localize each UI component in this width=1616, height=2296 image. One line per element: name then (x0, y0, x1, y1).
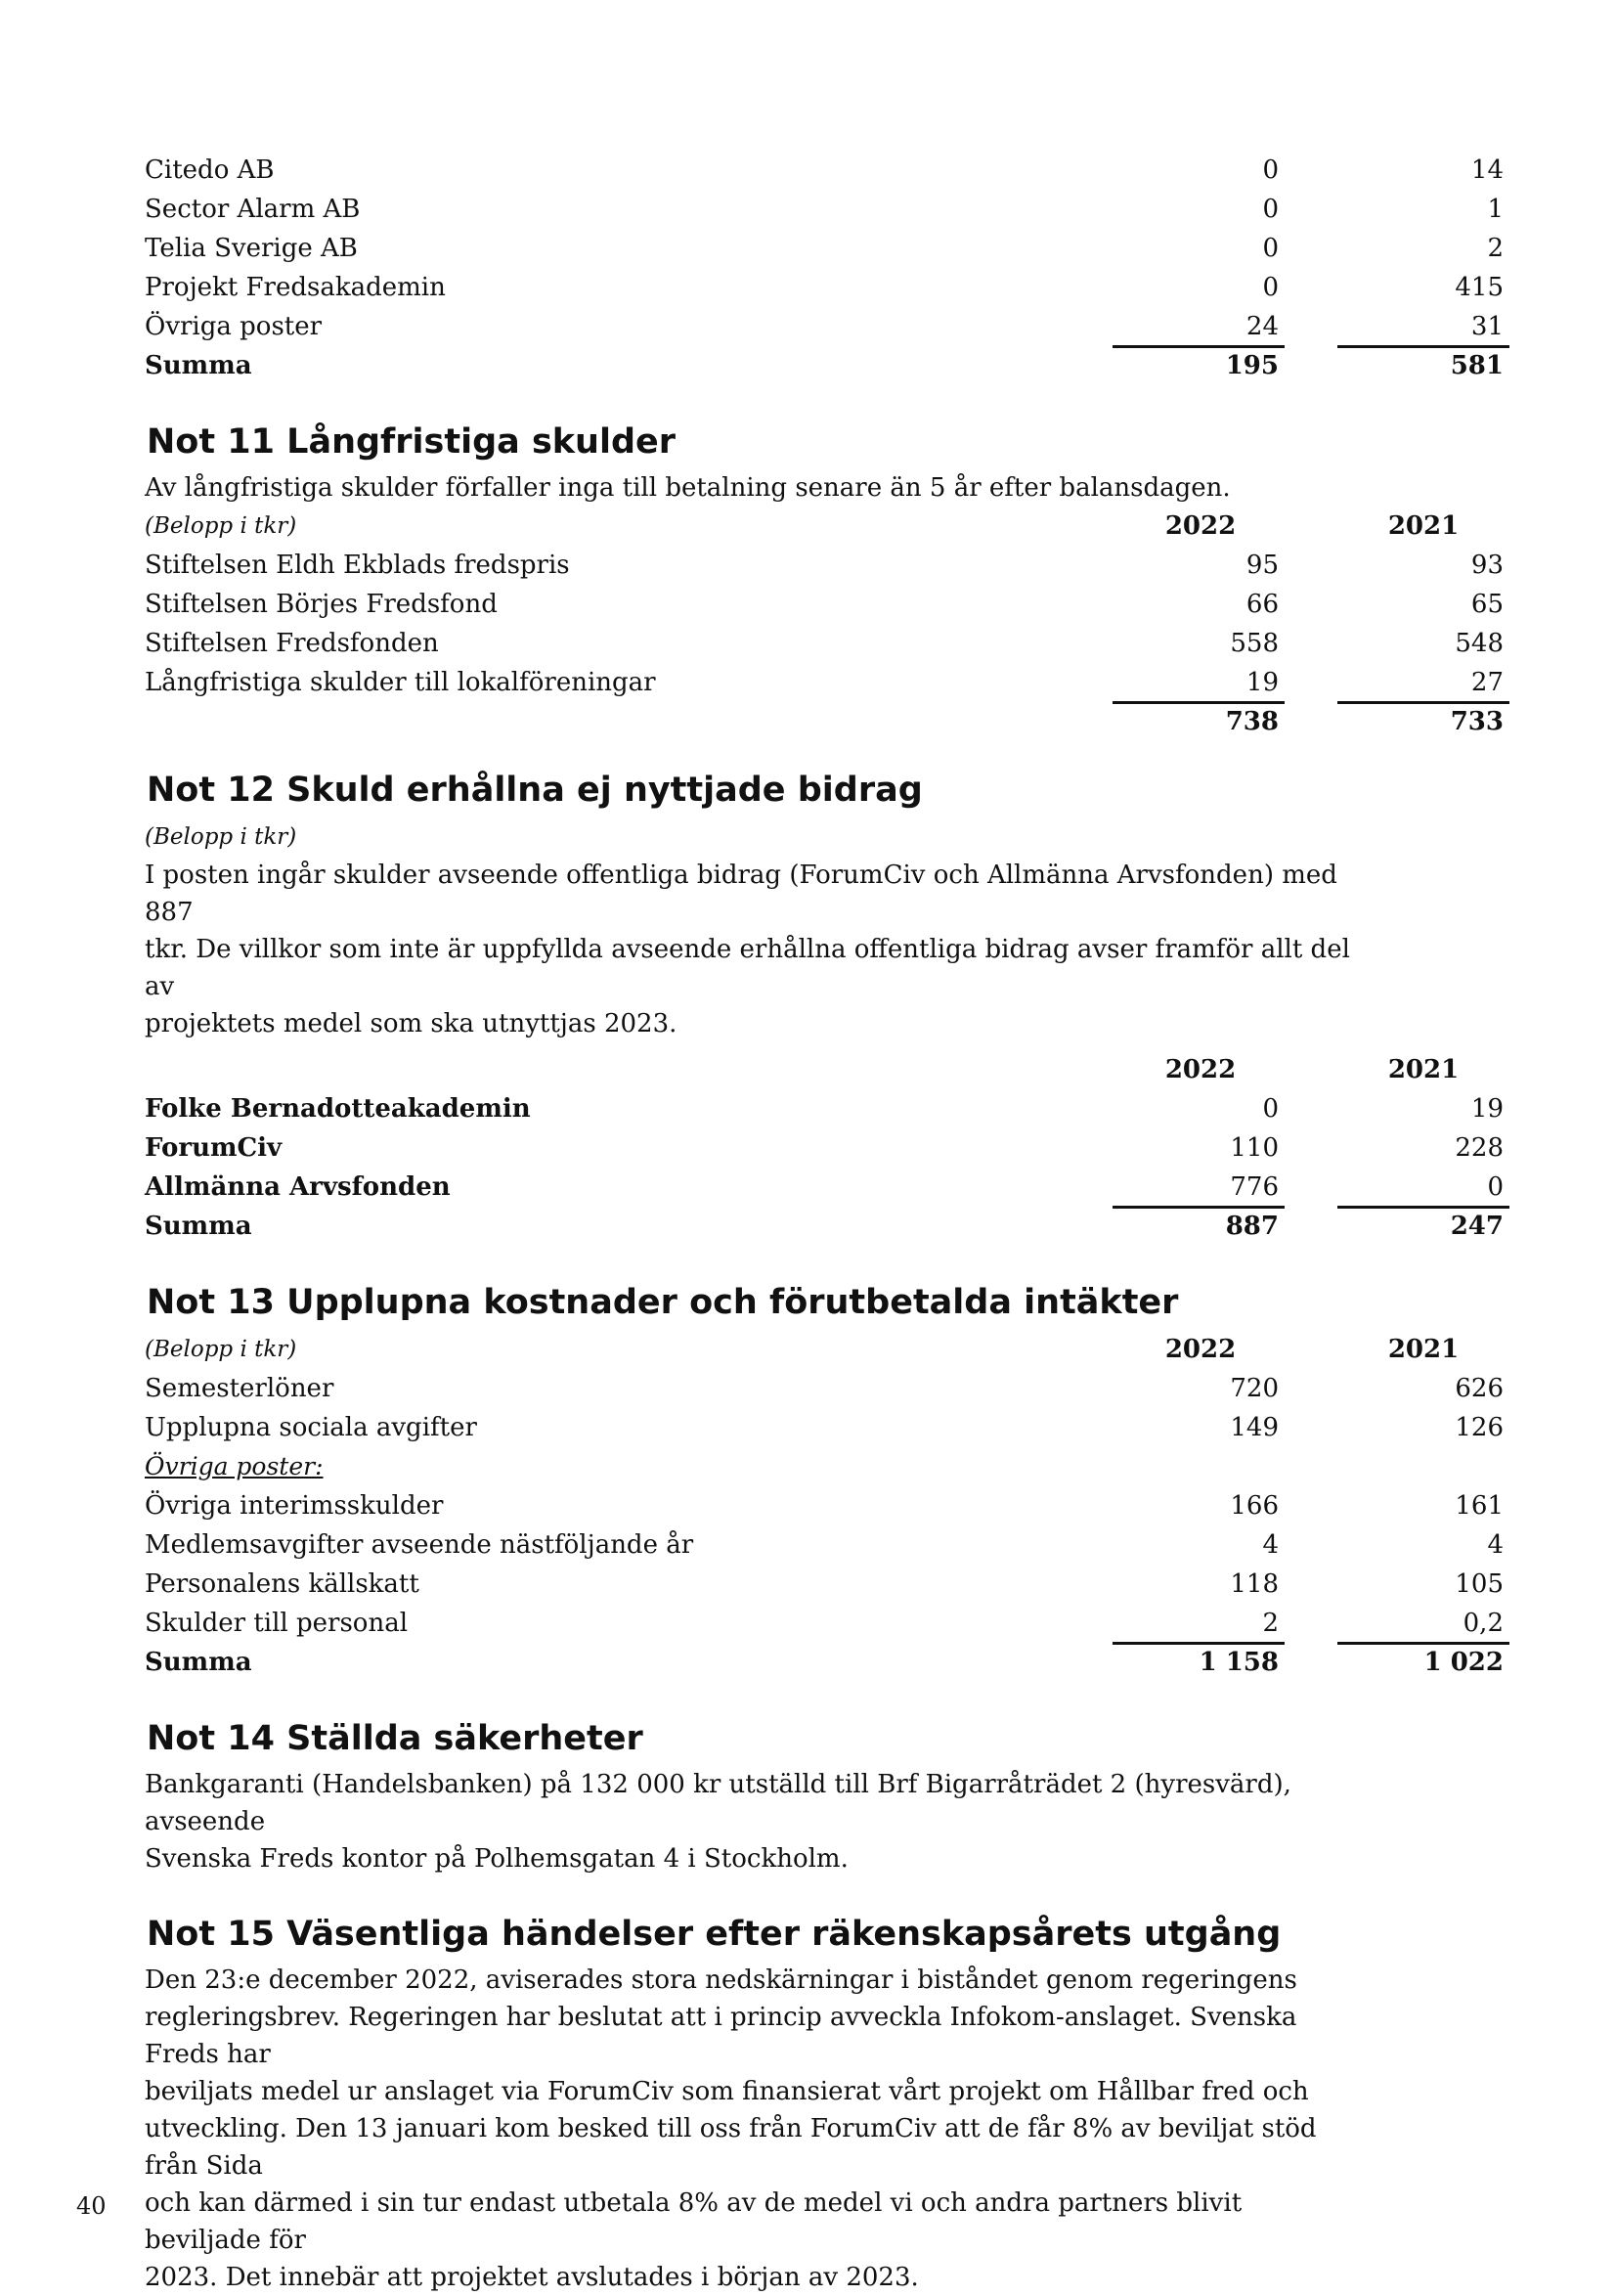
note11-text: Av långfristiga skulder förfaller inga till betalning senare än 5 år efter balansdagen. (145, 473, 1231, 503)
value-2021: 14 (1470, 155, 1504, 185)
total-row (145, 1643, 1504, 1682)
value-2022: 4 (1262, 1530, 1279, 1560)
text-line: tkr. De villkor som inte är uppfyllda avseende erhållna offentliga bidrag avser framför allt del av (145, 935, 1350, 1001)
table-row (145, 1604, 1504, 1643)
note11-heading: Not 11 Långfristiga skulder (147, 422, 677, 462)
note15-heading: Not 15 Väsentliga händelser efter räkenskapsårets utgång (147, 1915, 1282, 1954)
note11-section (145, 415, 1504, 741)
column-header-2022: 2022 (1164, 1055, 1237, 1084)
table-row (145, 190, 1504, 229)
total-row (145, 702, 1504, 741)
table-header-row (145, 1330, 1460, 1369)
value-2022: 166 (1230, 1491, 1279, 1521)
total-2022: 195 (1225, 351, 1279, 380)
text-line: regleringsbrev. Regeringen har beslutat att i princip avveckla Infokom-anslaget. Svenska Freds har (145, 2003, 1297, 2069)
table-row (145, 307, 1504, 346)
table-row (145, 1486, 1504, 1525)
row-label: Projekt Fredsakademin (145, 273, 446, 302)
table-row (145, 1565, 1504, 1604)
note14-text (145, 1766, 1357, 1877)
value-2022: 95 (1245, 551, 1279, 580)
text-line: projektets medel som ska utnyttjas 2023. (145, 1009, 677, 1038)
value-2022: 110 (1230, 1133, 1279, 1163)
total-label: Summa (145, 351, 252, 380)
total-2021: 581 (1450, 351, 1504, 380)
row-label: Skulder till personal (145, 1609, 409, 1638)
value-2021: 126 (1455, 1413, 1504, 1442)
note12-text (145, 857, 1357, 1042)
row-label: Medlemsavgifter avseende nästföljande år (145, 1530, 694, 1560)
unit-row (145, 817, 1357, 857)
value-2021: 27 (1337, 663, 1504, 702)
note15-text (145, 1962, 1357, 2296)
table-header-row (145, 507, 1460, 546)
table-row (145, 1089, 1504, 1128)
row-label: Sector Alarm AB (145, 195, 361, 224)
row-label: Citedo AB (145, 155, 275, 185)
value-2022: 0 (1262, 273, 1279, 302)
value-2021: 2 (1487, 234, 1504, 263)
value-2021: 0,2 (1337, 1604, 1504, 1643)
total-2021: 1 022 (1423, 1648, 1504, 1677)
table-row (145, 229, 1504, 268)
value-2021: 548 (1455, 629, 1504, 658)
row-label: Allmänna Arvsfonden (145, 1172, 451, 1202)
text-line: utveckling. Den 13 januari kom besked till oss från ForumCiv att de får 8% av beviljat stöd från Sida (145, 2114, 1317, 2181)
note12-heading: Not 12 Skuld erhållna ej nyttjade bidrag (147, 771, 923, 810)
table-row (145, 624, 1504, 663)
text-line: I posten ingår skulder avseende offentliga bidrag (ForumCiv och Allmänna Arvsfonden) med 887 (145, 861, 1337, 927)
row-label: Stiftelsen Börjes Fredsfond (145, 590, 498, 619)
value-2021: 93 (1470, 551, 1504, 580)
column-header-2021: 2021 (1387, 1055, 1460, 1084)
table-row (145, 268, 1504, 307)
value-2022: 0 (1262, 195, 1279, 224)
subheading-label: Övriga poster: (145, 1452, 324, 1480)
row-label: Stiftelsen Eldh Ekblads fredspris (145, 551, 570, 580)
value-2022: 0 (1262, 234, 1279, 263)
note13-section (145, 1275, 1504, 1682)
value-2021: 31 (1337, 307, 1504, 346)
row-label: Folke Bernadotteakademin (145, 1094, 531, 1124)
row-label: ForumCiv (145, 1133, 283, 1163)
page-content (145, 151, 1504, 2296)
column-header-2022: 2022 (1164, 511, 1237, 541)
value-2022: 0 (1262, 1094, 1279, 1124)
table-row (145, 1408, 1504, 1447)
value-2021: 415 (1455, 273, 1504, 302)
column-header-2021: 2021 (1387, 511, 1460, 541)
note13-heading: Not 13 Upplupna kostnader och förutbetalda intäkter (147, 1283, 1179, 1322)
text-line: Svenska Freds kontor på Polhemsgatan 4 i Stockholm. (145, 1844, 849, 1874)
text-line: 2023. Det innebär att projektet avslutades i början av 2023. (145, 2263, 919, 2292)
value-2022: 2 (1113, 1604, 1279, 1643)
total-row (145, 1207, 1504, 1246)
table-row (145, 1128, 1504, 1168)
table-row (145, 1525, 1504, 1565)
total-2022: 887 (1225, 1212, 1279, 1241)
unit-label: (Belopp i tkr) (145, 1337, 297, 1362)
text-line: Bankgaranti (Handelsbanken) på 132 000 kr utställd till Brf Bigarråträdet 2 (hyresvärd), avseende (145, 1770, 1291, 1836)
value-2021: 105 (1455, 1569, 1504, 1599)
total-2021: 733 (1450, 707, 1504, 736)
row-label: Telia Sverige AB (145, 234, 358, 263)
value-2022: 149 (1230, 1413, 1279, 1442)
row-label: Övriga poster (145, 312, 323, 341)
column-header-2022: 2022 (1164, 1335, 1237, 1364)
value-2021: 0 (1337, 1168, 1504, 1207)
value-2022: 720 (1230, 1374, 1279, 1403)
row-label: Semesterlöner (145, 1374, 334, 1403)
value-2022: 0 (1262, 155, 1279, 185)
total-label: Summa (145, 1648, 252, 1677)
value-2022: 19 (1113, 663, 1279, 702)
page-number: 40 (76, 2192, 107, 2220)
note12-section (145, 763, 1504, 1246)
note14-section (145, 1711, 1357, 1877)
note14-heading: Not 14 Ställda säkerheter (147, 1719, 643, 1758)
table-row (145, 663, 1504, 702)
text-line: beviljats medel ur anslaget via ForumCiv som finansierat vårt projekt om Hållbar fred och (145, 2077, 1309, 2106)
value-2021: 626 (1455, 1374, 1504, 1403)
value-2022: 66 (1245, 590, 1279, 619)
value-2021: 65 (1470, 590, 1504, 619)
row-label: Upplupna sociala avgifter (145, 1413, 477, 1442)
value-2022: 776 (1113, 1168, 1279, 1207)
row-label: Långfristiga skulder till lokalföreningar (145, 668, 656, 697)
value-2022: 24 (1113, 307, 1279, 346)
text-line: Den 23:e december 2022, aviserades stora nedskärningar i biståndet genom regeringens (145, 1965, 1297, 1995)
unit-label: (Belopp i tkr) (145, 824, 297, 850)
table-row (145, 546, 1504, 585)
table-row (145, 1369, 1504, 1408)
value-2021: 228 (1455, 1133, 1504, 1163)
value-2022: 118 (1230, 1569, 1279, 1599)
table-header-row (145, 1050, 1460, 1089)
text-line: och kan därmed i sin tur endast utbetala 8% av de medel vi och andra partners blivit beviljade för (145, 2188, 1243, 2255)
row-label: Övriga interimsskulder (145, 1491, 444, 1521)
table-row (145, 151, 1504, 190)
value-2021: 161 (1455, 1491, 1504, 1521)
unit-label: (Belopp i tkr) (145, 513, 297, 539)
value-2021: 1 (1487, 195, 1504, 224)
subheading-row (145, 1447, 1357, 1486)
row-label: Personalens källskatt (145, 1569, 419, 1599)
total-2021: 247 (1450, 1212, 1504, 1241)
total-2022: 738 (1225, 707, 1279, 736)
row-label: Stiftelsen Fredsfonden (145, 629, 439, 658)
note15-section (145, 1907, 1357, 2296)
total-row (145, 346, 1504, 385)
table-row (145, 1168, 1504, 1207)
table-row (145, 585, 1504, 624)
value-2022: 558 (1230, 629, 1279, 658)
note10-table (145, 151, 1504, 385)
value-2021: 4 (1487, 1530, 1504, 1560)
column-header-2021: 2021 (1387, 1335, 1460, 1364)
total-label: Summa (145, 1212, 252, 1241)
value-2021: 19 (1470, 1094, 1504, 1124)
total-2022: 1 158 (1199, 1648, 1279, 1677)
